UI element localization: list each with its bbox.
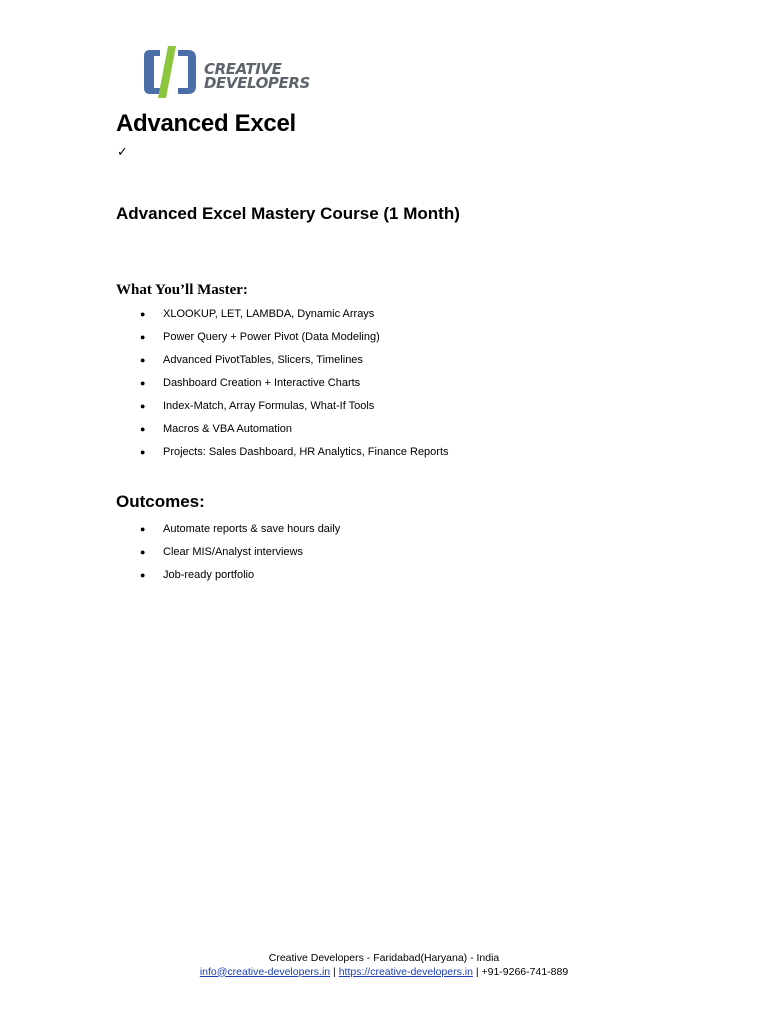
footer-separator: | (472, 965, 482, 978)
footer-address: Creative Developers - Faridabad(Haryana) - India (268, 952, 500, 964)
bullet-icon: ● (140, 447, 146, 457)
bullet-icon: ● (140, 424, 146, 434)
bullet-icon: ● (140, 309, 146, 319)
list-item-text: Automate reports & save hours daily (163, 523, 341, 535)
company-logo (140, 44, 340, 100)
list-item-text: Projects: Sales Dashboard, HR Analytics, Finance Reports (163, 446, 449, 458)
list-item-text: Job-ready portfolio (163, 569, 255, 581)
bullet-icon: ● (140, 524, 146, 534)
course-subtitle: Advanced Excel Mastery Course (1 Month) (116, 204, 460, 223)
bullet-icon: ● (140, 547, 146, 557)
logo-line-1: CREATIVE (204, 60, 282, 78)
logo-wordmark (204, 62, 310, 90)
email-link[interactable]: info@creative-developers.in (199, 965, 331, 978)
list-item-text: Advanced PivotTables, Slicers, Timelines (163, 354, 363, 366)
list-item-text: Clear MIS/Analyst interviews (163, 546, 303, 558)
list-item-text: Power Query + Power Pivot (Data Modeling) (163, 331, 380, 343)
list-item-text: XLOOKUP, LET, LAMBDA, Dynamic Arrays (163, 308, 375, 320)
logo-mark-icon (140, 44, 200, 100)
page-footer (0, 952, 768, 979)
logo-line-2: DEVELOPERS (204, 74, 310, 92)
bullet-icon: ● (140, 401, 146, 411)
footer-phone: +91-9266-741-889 (481, 965, 569, 978)
bullet-icon: ● (140, 570, 146, 580)
check-mark-icon: ✓ (117, 145, 128, 160)
list-item-text: Dashboard Creation + Interactive Charts (163, 377, 361, 389)
bullet-icon: ● (140, 355, 146, 365)
outcomes-heading: Outcomes: (116, 492, 205, 511)
page-title: Advanced Excel (116, 110, 296, 137)
list-item-text: Macros & VBA Automation (163, 423, 293, 435)
bullet-icon: ● (140, 332, 146, 342)
bullet-icon: ● (140, 378, 146, 388)
footer-separator: | (330, 965, 339, 978)
footer-contact-line (0, 966, 768, 980)
list-item-text: Index-Match, Array Formulas, What-If Tools (163, 400, 375, 412)
master-heading: What You’ll Master: (116, 282, 248, 298)
website-link[interactable]: https://creative-developers.in (338, 965, 473, 978)
